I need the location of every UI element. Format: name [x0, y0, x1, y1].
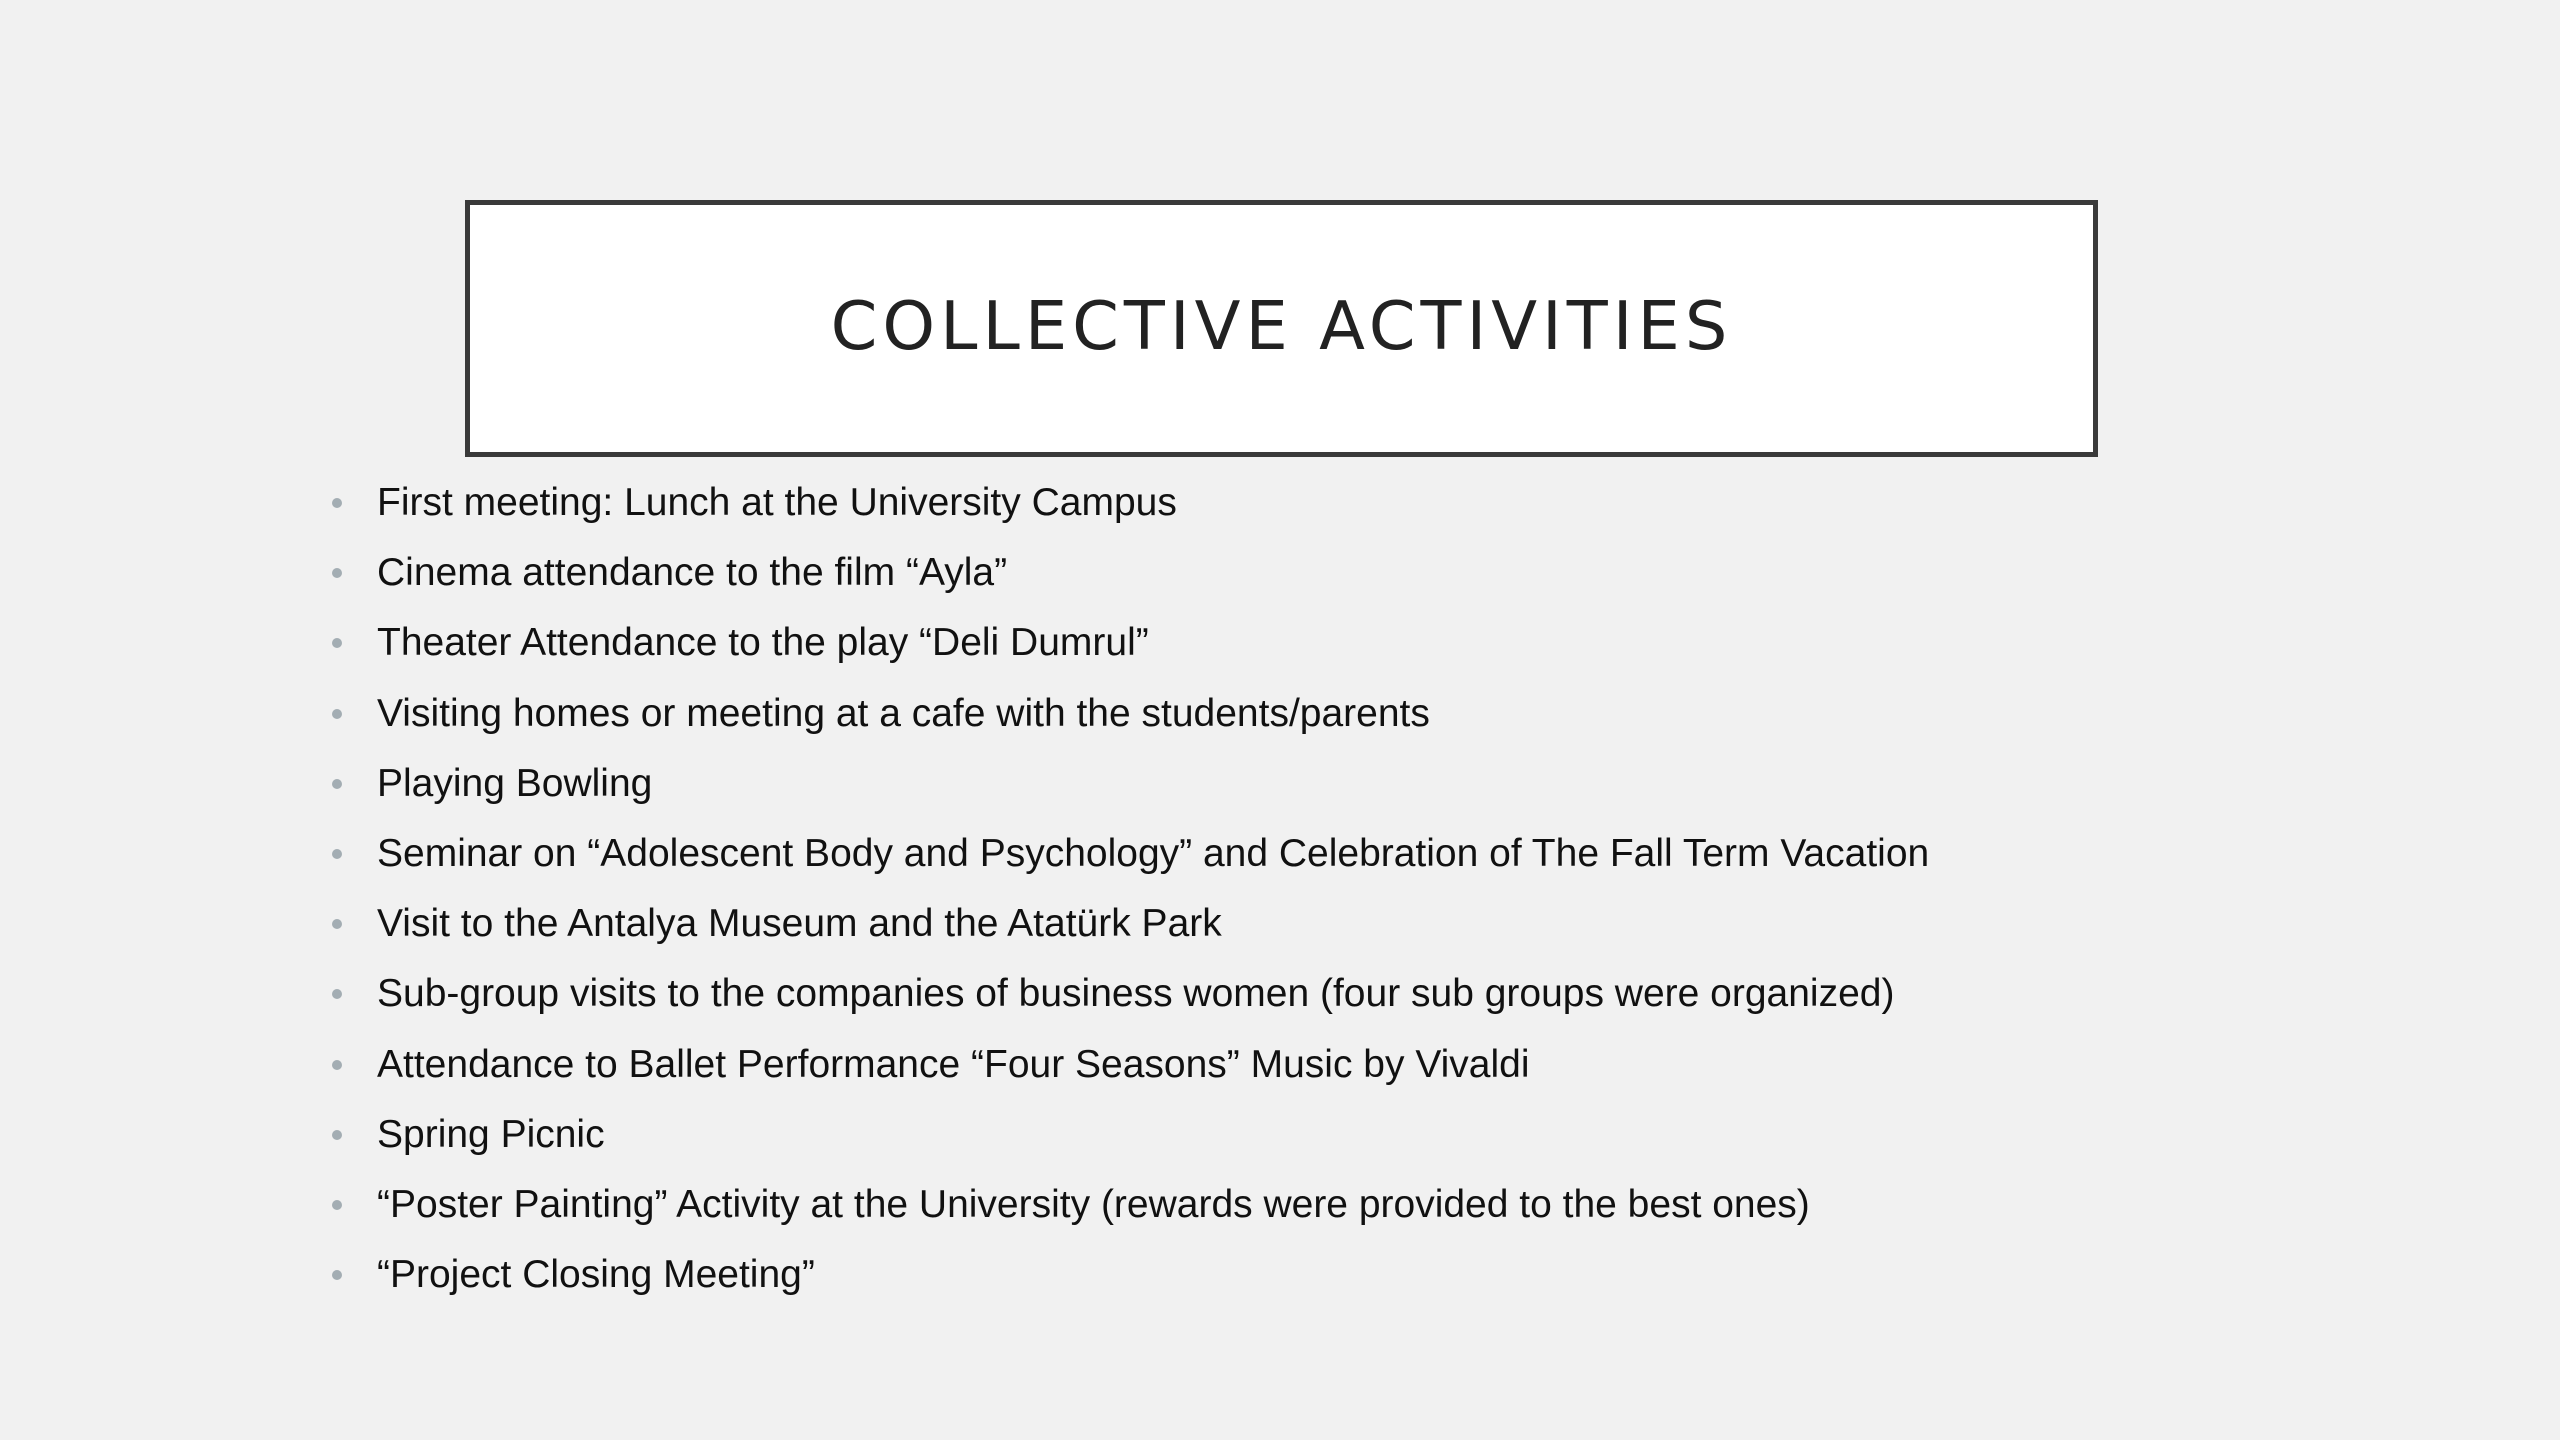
bullet-dot-icon	[332, 849, 342, 859]
bullet-dot-icon	[332, 1200, 342, 1210]
bullet-item	[320, 679, 2480, 749]
bullet-dot-icon	[332, 1270, 342, 1280]
bullet-dot-icon	[332, 638, 342, 648]
bullet-text: Attendance to Ballet Performance “Four Seasons” Music by Vivaldi	[377, 1042, 1530, 1086]
bullet-text: Seminar on “Adolescent Body and Psychology” and Celebration of The Fall Term Vacation	[377, 831, 1930, 875]
bullet-item	[320, 819, 2480, 889]
bullet-text: First meeting: Lunch at the University Campus	[377, 481, 1177, 524]
bullet-item	[320, 1030, 2480, 1100]
bullet-text: Sub-group visits to the companies of business women (four sub groups were organized)	[377, 972, 1895, 1016]
bullet-dot-icon	[332, 1130, 342, 1140]
bullet-text: Theater Attendance to the play “Deli Dumrul”	[377, 621, 1149, 665]
bullet-text: Cinema attendance to the film “Ayla”	[377, 551, 1008, 595]
bullet-list	[320, 468, 2480, 1310]
title-box	[465, 200, 2098, 457]
bullet-dot-icon	[332, 1060, 342, 1070]
bullet-text: Playing Bowling	[377, 761, 653, 805]
bullet-item	[320, 1240, 2480, 1310]
bullet-item	[320, 1170, 2480, 1240]
bullet-item	[320, 749, 2480, 819]
bullet-dot-icon	[332, 709, 342, 719]
slide-title: COLLECTIVE ACTIVITIES	[830, 286, 1733, 365]
bullet-item	[320, 959, 2480, 1029]
bullet-item	[320, 538, 2480, 608]
bullet-item	[320, 1100, 2480, 1170]
bullet-text: “Poster Painting” Activity at the University (rewards were provided to the best ones)	[377, 1182, 1810, 1226]
bullet-dot-icon	[332, 919, 342, 929]
bullet-text: “Project Closing Meeting”	[377, 1253, 815, 1297]
bullet-item	[320, 468, 2480, 538]
bullet-item	[320, 889, 2480, 959]
bullet-dot-icon	[332, 568, 342, 578]
bullet-dot-icon	[332, 779, 342, 789]
bullet-item	[320, 608, 2480, 678]
bullet-text: Spring Picnic	[377, 1112, 605, 1156]
bullet-dot-icon	[332, 498, 342, 508]
bullet-dot-icon	[332, 989, 342, 999]
bullet-text: Visiting homes or meeting at a cafe with the students/parents	[377, 691, 1430, 735]
bullet-text: Visit to the Antalya Museum and the Atatürk Park	[377, 902, 1222, 946]
